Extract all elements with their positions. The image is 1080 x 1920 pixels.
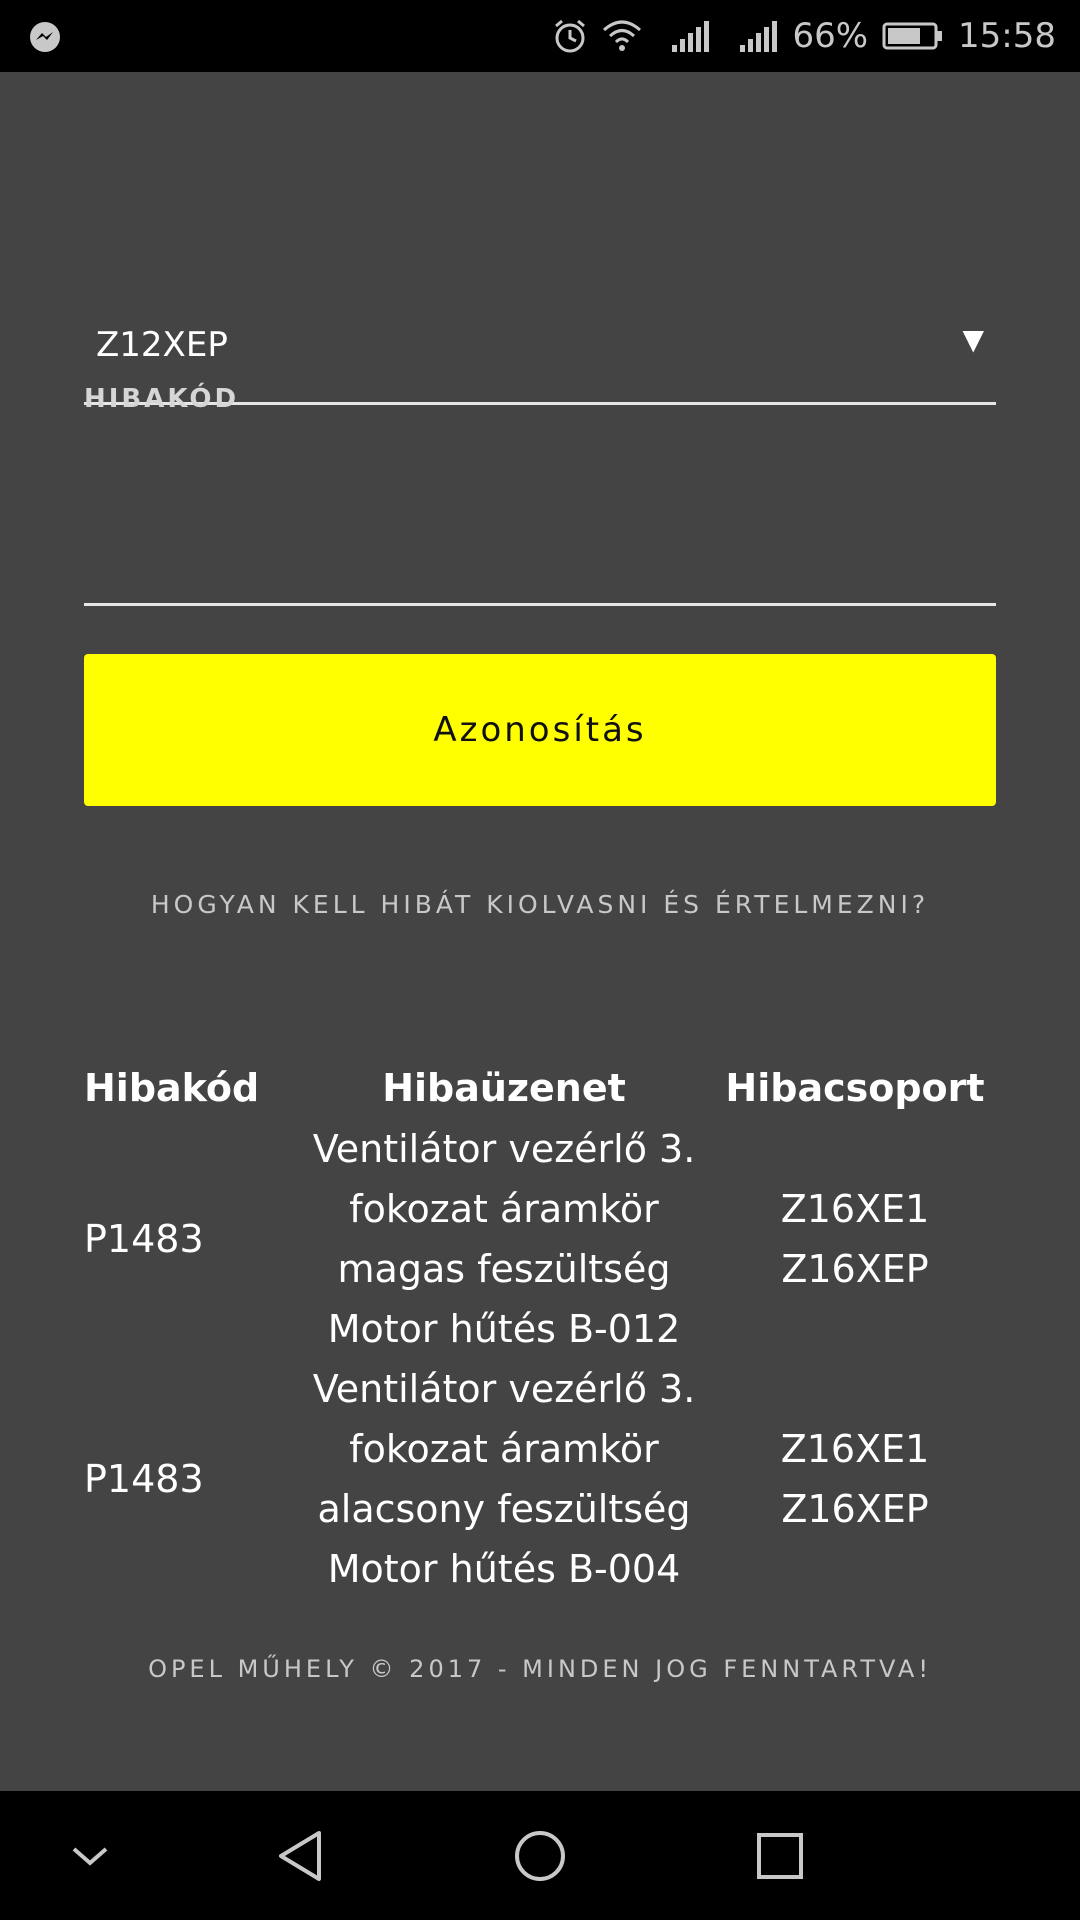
message-line: Ventilátor vezérlő 3. [312, 1367, 696, 1411]
battery-icon [882, 21, 944, 51]
footer-copyright: OPEL MŰHELY © 2017 - MINDEN JOG FENNTARTVA! [148, 1655, 932, 1683]
group-line: Z16XE1 [780, 1427, 930, 1471]
table-row [84, 1119, 996, 1359]
table-header-row [84, 1057, 996, 1119]
row-message [294, 1119, 714, 1359]
group-line: Z16XEP [781, 1247, 929, 1291]
results-table [84, 1057, 996, 1599]
messenger-icon [28, 20, 62, 54]
engine-select[interactable] [84, 247, 996, 405]
row-code: P1483 [84, 1457, 204, 1501]
message-line: alacsony feszültség [317, 1487, 691, 1531]
row-message [294, 1359, 714, 1599]
clock: 15:58 [958, 16, 1056, 56]
dropdown-arrow-icon: ▼ [962, 323, 984, 356]
message-line: Ventilátor vezérlő 3. [312, 1127, 696, 1171]
error-code-label: HIBAKÓD [84, 384, 240, 414]
group-line: Z16XE1 [780, 1187, 930, 1231]
error-code-input[interactable] [84, 432, 996, 606]
help-link[interactable]: HOGYAN KELL HIBÁT KIOLVASNI ÉS ÉRTELMEZNI? [150, 890, 930, 919]
status-bar [0, 0, 1080, 72]
back-icon[interactable] [240, 1791, 360, 1920]
group-line: Z16XEP [781, 1487, 929, 1531]
wifi-icon [602, 18, 642, 54]
alarm-icon [552, 18, 588, 54]
header-message: Hibaüzenet [382, 1066, 626, 1110]
signal-icon [738, 19, 778, 53]
signal-icon [670, 19, 710, 53]
recents-icon[interactable] [720, 1791, 840, 1920]
identify-button[interactable]: Azonosítás [84, 654, 996, 806]
message-line: Motor hűtés B-012 [327, 1307, 681, 1351]
row-code: P1483 [84, 1217, 204, 1261]
engine-select-value: Z12XEP [96, 325, 228, 365]
message-line: magas feszültség [337, 1247, 671, 1291]
row-group [714, 1359, 996, 1599]
message-line: Motor hűtés B-004 [327, 1547, 681, 1591]
navigation-bar [0, 1791, 1080, 1920]
battery-percent: 66% [792, 16, 869, 56]
message-line: fokozat áramkör [349, 1187, 659, 1231]
home-icon[interactable] [480, 1791, 600, 1920]
header-group: Hibacsoport [725, 1066, 985, 1110]
chevron-down-icon[interactable] [30, 1791, 150, 1920]
table-row [84, 1359, 996, 1599]
message-line: fokozat áramkör [349, 1427, 659, 1471]
row-group [714, 1119, 996, 1359]
header-code: Hibakód [84, 1066, 260, 1110]
main-content [0, 72, 1080, 1791]
